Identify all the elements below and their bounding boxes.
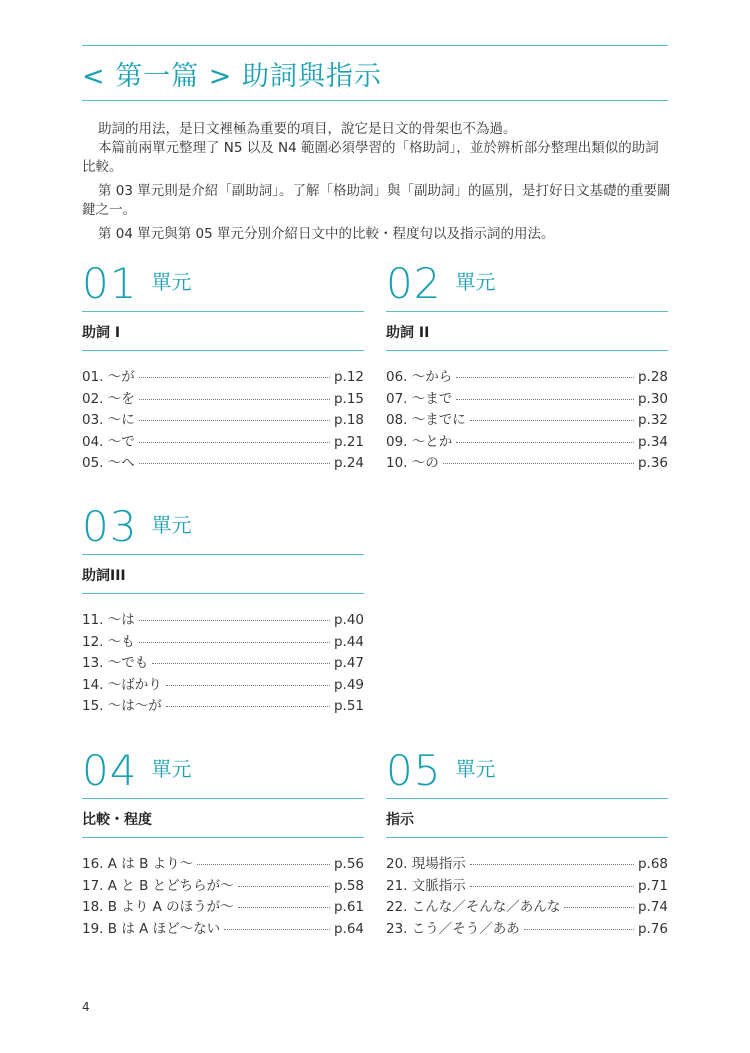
unit-number: 03 <box>82 502 138 551</box>
toc-page: p.61 <box>333 899 364 915</box>
unit-number: 04 <box>82 746 138 795</box>
toc-label: 04. ～で <box>82 433 135 450</box>
toc-entry[interactable] <box>82 608 364 630</box>
intro-paragraph: 第 03 單元則是介紹「副助詞」。了解「格助詞」與「副助詞」的區別，是打好日文基礎的重要關鍵之一。 <box>82 183 671 218</box>
leader-dots <box>524 929 634 930</box>
leader-dots <box>166 685 330 686</box>
toc-entry[interactable] <box>82 408 364 430</box>
unit-04 <box>82 742 364 938</box>
toc-label: 14. ～ばかり <box>82 676 162 693</box>
toc-page: p.74 <box>637 899 668 915</box>
leader-dots <box>443 463 634 464</box>
toc-page: p.28 <box>637 369 668 385</box>
toc-page: p.68 <box>637 856 668 872</box>
leader-dots <box>470 420 634 421</box>
toc-page: p.40 <box>333 612 364 628</box>
toc-page: p.49 <box>333 676 364 693</box>
leader-dots <box>564 907 634 908</box>
toc-entry[interactable] <box>386 408 668 430</box>
toc-label: 07. ～まで <box>386 390 453 407</box>
toc-entry[interactable] <box>82 673 364 695</box>
unit-subtitle: 助詞III <box>82 555 364 594</box>
toc-page: p.71 <box>637 877 668 894</box>
toc-label: 12. ～も <box>82 633 135 650</box>
unit-number: 02 <box>386 259 442 308</box>
intro-paragraph: 助詞的用法，是日文裡極為重要的項目，說它是日文的骨架也不為過。 <box>98 121 517 137</box>
toc-entry[interactable] <box>82 895 364 917</box>
toc-list <box>82 365 364 473</box>
toc-label: 18. B より A のほうが～ <box>82 899 234 915</box>
toc-page: p.36 <box>637 455 668 471</box>
unit-01 <box>82 255 364 473</box>
toc-entry[interactable] <box>82 387 364 409</box>
leader-dots <box>139 442 330 443</box>
toc-entry[interactable] <box>82 451 364 473</box>
toc-page: p.30 <box>637 390 668 407</box>
toc-label: 09. ～とか <box>386 433 453 450</box>
leader-dots <box>139 420 330 421</box>
unit-word: 單元 <box>151 270 192 294</box>
toc-label: 20. 現場指示 <box>386 856 466 872</box>
toc-entry[interactable] <box>386 917 668 939</box>
leader-dots <box>456 399 634 400</box>
toc-page: p.56 <box>333 856 364 872</box>
leader-dots <box>456 442 634 443</box>
toc-entry[interactable] <box>386 365 668 387</box>
toc-entry[interactable] <box>386 874 668 896</box>
intro-paragraph: 第 04 單元與第 05 單元分別介紹日文中的比較・程度句以及指示詞的用法。 <box>98 226 555 242</box>
toc-label: 11. ～は <box>82 612 135 628</box>
toc-label: 15. ～は～が <box>82 698 162 714</box>
toc-page: p.24 <box>333 455 364 471</box>
toc-page: p.51 <box>333 698 364 714</box>
toc-entry[interactable] <box>82 852 364 874</box>
toc-entry[interactable] <box>82 917 364 939</box>
toc-page: p.47 <box>333 655 364 671</box>
leader-dots <box>139 642 330 643</box>
toc-page: p.44 <box>333 633 364 650</box>
toc-page: p.21 <box>333 433 364 450</box>
unit-heading <box>82 498 364 555</box>
toc-label: 10. ～の <box>386 455 439 471</box>
unit-word: 單元 <box>455 270 496 294</box>
leader-dots <box>224 929 330 930</box>
toc-page: p.34 <box>637 433 668 450</box>
leader-dots <box>139 463 330 464</box>
unit-word: 單元 <box>151 757 192 781</box>
toc-label: 17. A と B とどちらが～ <box>82 877 234 894</box>
unit-heading <box>82 742 364 799</box>
leader-dots <box>152 663 330 664</box>
toc-label: 13. ～でも <box>82 655 149 671</box>
leader-dots <box>238 907 330 908</box>
toc-entry[interactable] <box>82 630 364 652</box>
unit-03 <box>82 498 364 716</box>
unit-subtitle: 助詞 I <box>82 312 364 351</box>
leader-dots <box>470 864 634 865</box>
toc-label: 21. 文脈指示 <box>386 877 466 894</box>
unit-heading <box>82 255 364 312</box>
toc-list <box>386 852 668 938</box>
toc-label: 22. こんな／そんな／あんな <box>386 899 561 915</box>
toc-page: p.58 <box>333 877 364 894</box>
toc-label: 03. ～に <box>82 412 135 428</box>
toc-page: p.18 <box>333 412 364 428</box>
toc-entry[interactable] <box>82 430 364 452</box>
unit-number: 01 <box>82 259 138 308</box>
unit-word: 單元 <box>151 513 192 537</box>
leader-dots <box>166 706 330 707</box>
toc-label: 02. ～を <box>82 390 135 407</box>
toc-label: 16. A は B より～ <box>82 856 194 872</box>
unit-number: 05 <box>386 746 442 795</box>
toc-label: 19. B は A ほど～ない <box>82 920 221 937</box>
toc-page: p.64 <box>333 920 364 937</box>
unit-heading <box>386 255 668 312</box>
leader-dots <box>456 377 634 378</box>
leader-dots <box>139 399 330 400</box>
page-title: < 第一篇 > 助詞與指示 <box>82 61 382 92</box>
toc-page: p.32 <box>637 412 668 428</box>
toc-list <box>82 852 364 938</box>
title-top-rule <box>82 45 668 46</box>
toc-entry[interactable] <box>386 451 668 473</box>
toc-page: p.12 <box>333 369 364 385</box>
leader-dots <box>470 886 634 887</box>
unit-subtitle: 助詞 II <box>386 312 668 351</box>
page-number: 4 <box>82 1000 90 1014</box>
toc-label: 23. こう／そう／ああ <box>386 920 520 937</box>
toc-entry[interactable] <box>386 387 668 409</box>
toc-label: 05. ～へ <box>82 455 135 471</box>
toc-list <box>82 608 364 716</box>
intro-text <box>82 120 672 249</box>
unit-05 <box>386 742 668 938</box>
toc-entry[interactable] <box>82 874 364 896</box>
leader-dots <box>238 886 330 887</box>
unit-subtitle: 指示 <box>386 799 668 838</box>
toc-entry[interactable] <box>386 852 668 874</box>
toc-entry[interactable] <box>82 365 364 387</box>
title-bottom-rule <box>82 100 668 101</box>
unit-word: 單元 <box>455 757 496 781</box>
toc-entry[interactable] <box>82 651 364 673</box>
leader-dots <box>139 620 330 621</box>
toc-page: p.76 <box>637 920 668 937</box>
toc-entry[interactable] <box>386 895 668 917</box>
toc-entry[interactable] <box>82 694 364 716</box>
toc-page: p.15 <box>333 390 364 407</box>
toc-label: 08. ～までに <box>386 412 466 428</box>
toc-list <box>386 365 668 473</box>
leader-dots <box>197 864 330 865</box>
leader-dots <box>139 377 330 378</box>
unit-02 <box>386 255 668 473</box>
unit-heading <box>386 742 668 799</box>
toc-label: 01. ～が <box>82 369 135 385</box>
toc-entry[interactable] <box>386 430 668 452</box>
unit-subtitle: 比較・程度 <box>82 799 364 838</box>
toc-label: 06. ～から <box>386 369 453 385</box>
intro-paragraph: 本篇前兩單元整理了 N5 以及 N4 範圍必須學習的「格助詞」，並於辨析部分整理出類似的助詞比較。 <box>82 140 659 175</box>
